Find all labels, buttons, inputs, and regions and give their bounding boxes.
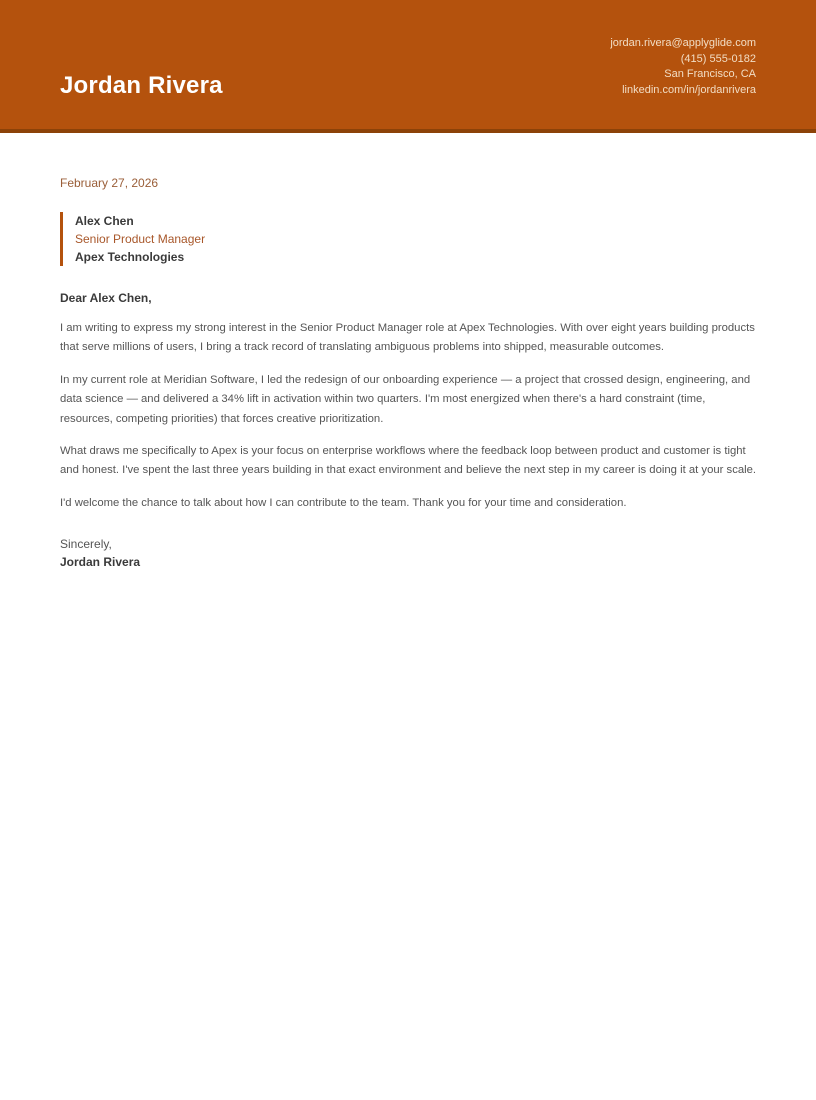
recipient-company: Apex Technologies: [75, 250, 185, 264]
recipient-block: [60, 212, 758, 266]
salutation: Dear Alex Chen,: [60, 291, 152, 305]
paragraph-4: I'd welcome the chance to talk about how I can contribute to the team. Thank you for your time and consideration.: [60, 496, 627, 509]
contact-linkedin: linkedin.com/in/jordanrivera: [622, 83, 756, 96]
contact-email: jordan.rivera@applyglide.com: [610, 37, 756, 49]
recipient-title: Senior Product Manager: [75, 232, 206, 246]
contact-location: San Francisco, CA: [664, 68, 756, 80]
signature-name: Jordan Rivera: [60, 555, 141, 570]
contact-info: [610, 36, 756, 98]
closing: Sincerely,: [60, 537, 112, 552]
paragraph-2: In my current role at Meridian Software, I led the redesign of our onboarding experience — a project that crossed design, engineering, and data science — and delivered a 34% lift in activation within two quarters. I'm most energized when there's a hard constraint (time, resources, competing priorities) that forces creative prioritization.: [60, 373, 751, 425]
header: [0, 0, 816, 133]
recipient-name: Alex Chen: [75, 214, 134, 228]
signature-block: [60, 535, 758, 571]
letter-date: February 27, 2026: [60, 176, 159, 190]
applicant-name: Jordan Rivera: [60, 72, 223, 99]
letter-body: [0, 133, 816, 571]
paragraph-3: What draws me specifically to Apex is your focus on enterprise workflows where the feedback loop between product and customer is tight and honest. I've spent the last three years building in that exact environment and believe the next step in my career is doing it at your scale.: [60, 445, 757, 477]
contact-phone: (415) 555-0182: [680, 52, 756, 65]
paragraph-1: I am writing to express my strong interest in the Senior Product Manager role at Apex Technologies. With over eight years building products that serve millions of users, I bring a track record of translating ambiguous problems into shipped, measurable outcomes.: [60, 322, 755, 354]
